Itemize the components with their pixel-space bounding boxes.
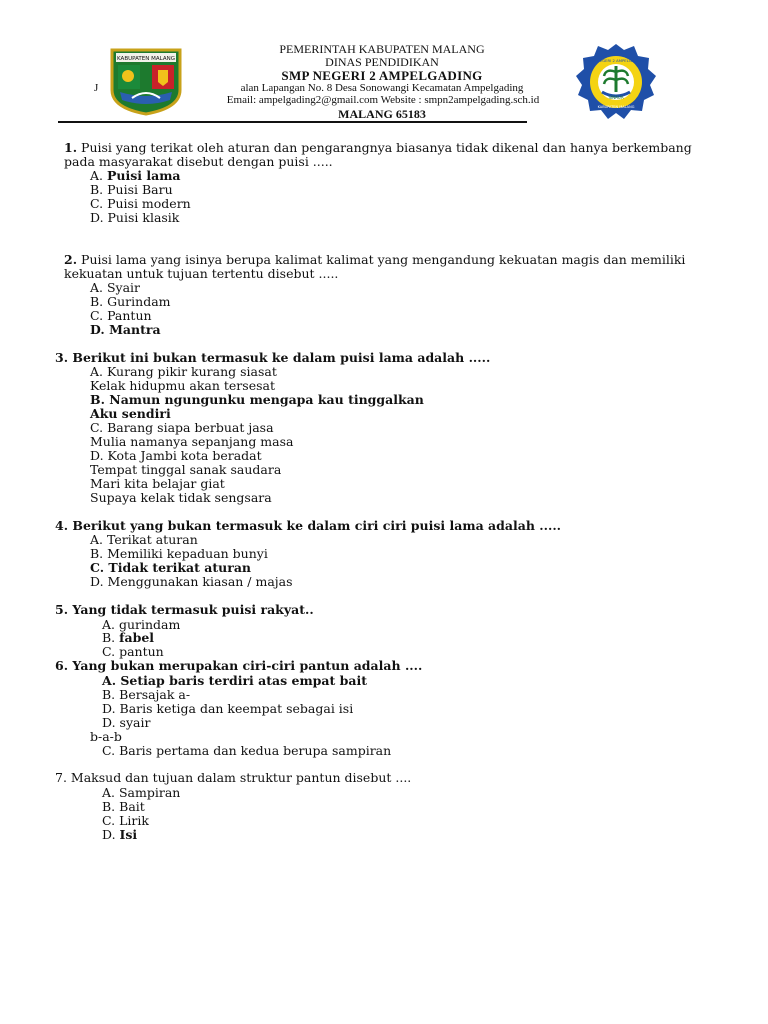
question-2-text: Puisi lama yang isinya berupa kalimat kalimat yang mengandung kekuatan magis dan memiliki — [77, 252, 686, 267]
question-5-stem: 5. Yang tidak termasuk puisi rakyat.. — [55, 602, 314, 617]
question-2-option-b: B. Gurindam — [90, 294, 171, 309]
header-gov: PEMERINTAH KABUPATEN MALANG — [279, 42, 485, 56]
question-7-option-c: C. Lirik — [102, 813, 149, 828]
question-6-option-d-extra: D. Baris ketiga dan keempat sebagai isi — [102, 701, 354, 716]
question-4-option-b: B. Memiliki kepaduan bunyi — [90, 546, 268, 561]
question-2-option-c: C. Pantun — [90, 308, 152, 323]
question-3-line: Supaya kelak tidak sengsara — [90, 490, 272, 505]
question-3-stem: 3. Berikut ini bukan termasuk ke dalam puisi lama adalah ..... — [55, 350, 491, 365]
question-1-option-c: C. Puisi modern — [90, 196, 191, 211]
svg-text:SMP NEGERI 2 AMPELGADING: SMP NEGERI 2 AMPELGADING — [587, 58, 645, 63]
svg-text:KABUPATEN MALANG: KABUPATEN MALANG — [117, 56, 175, 62]
question-2-option-a: A. Syair — [90, 280, 141, 295]
question-4-option-a: A. Terikat aturan — [90, 532, 198, 547]
question-7-option-b: B. Bait — [102, 799, 145, 814]
question-3-line: Aku sendiri — [90, 406, 171, 421]
question-1-text: Puisi yang terikat oleh aturan dan pengarangnya biasanya tidak dikenal dan hanya berkembang — [77, 140, 692, 155]
question-3-line: B. Namun ngungunku mengapa kau tinggalkan — [90, 392, 424, 407]
question-3-line: Kelak hidupmu akan tersesat — [90, 378, 275, 393]
question-1-stem — [64, 141, 692, 155]
school-logo — [574, 42, 658, 122]
question-3-line: C. Barang siapa berbuat jasa — [90, 420, 274, 435]
kabupaten-malang-logo — [108, 48, 184, 116]
question-7-option-a: A. Sampiran — [102, 785, 181, 800]
header-city: MALANG 65183 — [338, 107, 426, 121]
header-contact: Email: ampelgading2@gmail.com Website : smpn2ampelgading.sch.id — [226, 94, 540, 106]
question-4-option-d: D. Menggunakan kiasan / majas — [90, 574, 293, 589]
question-2-stem — [64, 253, 685, 267]
question-1-option-b: B. Puisi Baru — [90, 182, 173, 197]
question-4-option-c: C. Tidak terikat aturan — [90, 560, 252, 575]
question-7-stem: 7. Maksud dan tujuan dalam struktur pantun disebut .... — [55, 770, 412, 785]
stray-letter: J — [94, 82, 99, 94]
question-3-line: A. Kurang pikir kurang siasat — [90, 364, 277, 379]
question-3-line: Mari kita belajar giat — [90, 476, 225, 491]
question-2-stem-cont: kekuatan untuk tujuan tertentu disebut ..... — [64, 266, 339, 281]
question-1-option-a: A. Puisi lama — [90, 168, 181, 183]
question-3-line: Mulia namanya sepanjang masa — [90, 434, 294, 449]
question-6-option-d: D. syair — [102, 715, 151, 730]
question-2-number: 2. — [64, 252, 78, 267]
svg-text:KABUPATEN MALANG: KABUPATEN MALANG — [597, 105, 635, 109]
header-address: alan Lapangan No. 8 Desa Sonowangi Kecamatan Ampelgading — [240, 82, 524, 94]
question-6-option-c: C. Baris pertama dan kedua berupa sampiran — [102, 743, 392, 758]
header-school: SMP NEGERI 2 AMPELGADING — [281, 68, 483, 83]
question-3-line: D. Kota Jambi kota beradat — [90, 448, 262, 463]
question-1-stem-cont: pada masyarakat disebut dengan puisi ..... — [64, 154, 333, 169]
question-5-option-b: B. fabel — [102, 630, 155, 645]
question-2-option-d: D. Mantra — [90, 322, 161, 337]
header-dept: DINAS PENDIDIKAN — [325, 55, 439, 69]
question-6-option-a: A. Setiap baris terdiri atas empat bait — [102, 673, 368, 688]
question-1-number: 1. — [64, 140, 78, 155]
question-6-option-b: B. Bersajak a- — [102, 687, 191, 702]
question-6-bab: b-a-b — [90, 729, 122, 744]
question-6-stem: 6. Yang bukan merupakan ciri-ciri pantun adalah .... — [55, 658, 423, 673]
svg-text:SINAUA: SINAUA — [608, 95, 624, 100]
header-rule — [58, 121, 527, 123]
question-3-line: Tempat tinggal sanak saudara — [90, 462, 282, 477]
question-4-stem: 4. Berikut yang bukan termasuk ke dalam ciri ciri puisi lama adalah ..... — [55, 518, 562, 533]
question-1-option-d: D. Puisi klasik — [90, 210, 180, 225]
question-5-option-a: A. gurindam — [102, 617, 181, 632]
question-5-option-c: C. pantun — [102, 644, 164, 659]
question-7-option-d: D. Isi — [102, 827, 138, 842]
